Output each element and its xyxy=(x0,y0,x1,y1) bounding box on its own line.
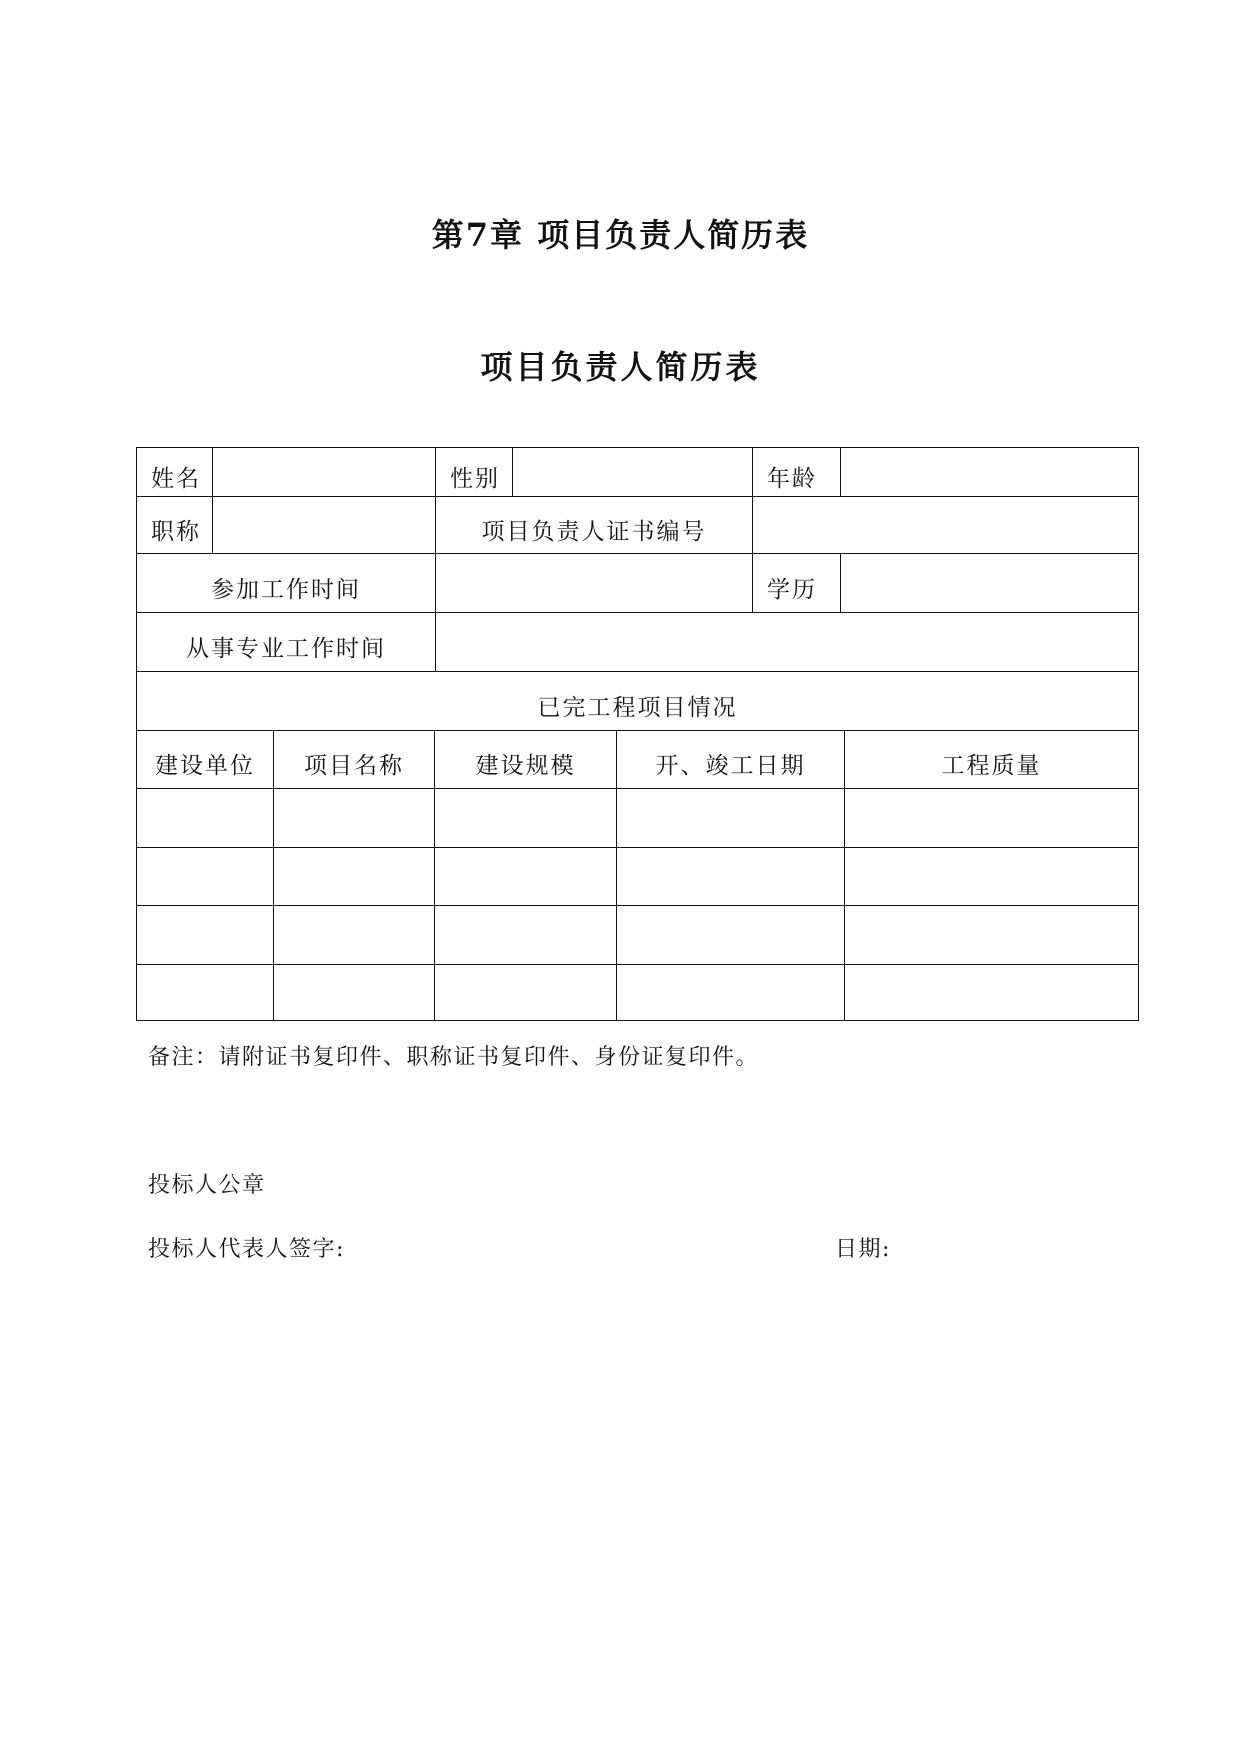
column-header-dates: 开、竣工日期 xyxy=(616,730,845,789)
name-label: 姓名 xyxy=(136,447,213,497)
education-label: 学历 xyxy=(752,553,841,613)
table-cell[interactable] xyxy=(616,847,845,906)
age-field[interactable] xyxy=(840,447,1139,497)
table-cell[interactable] xyxy=(844,847,1139,906)
table-cell[interactable] xyxy=(434,788,617,848)
column-header-quality: 工程质量 xyxy=(844,730,1139,789)
table-cell[interactable] xyxy=(136,847,274,906)
certificate-label: 项目负责人证书编号 xyxy=(435,496,753,554)
title-field[interactable] xyxy=(212,496,436,554)
column-header-builder: 建设单位 xyxy=(136,730,274,789)
name-field[interactable] xyxy=(212,447,436,497)
table-cell[interactable] xyxy=(616,788,845,848)
title-label: 职称 xyxy=(136,496,213,554)
table-cell[interactable] xyxy=(273,905,435,965)
form-title: 项目负责人简历表 xyxy=(480,348,761,386)
table-cell[interactable] xyxy=(434,964,617,1021)
table-cell[interactable] xyxy=(616,964,845,1021)
age-label: 年龄 xyxy=(752,447,841,497)
table-cell[interactable] xyxy=(844,788,1139,848)
resume-table xyxy=(136,447,1139,1021)
certificate-field[interactable] xyxy=(752,496,1139,554)
column-header-scale: 建设规模 xyxy=(434,730,617,789)
completed-projects-heading: 已完工程项目情况 xyxy=(136,671,1139,731)
table-cell[interactable] xyxy=(273,788,435,848)
representative-signature-label: 投标人代表人签字: xyxy=(148,1237,345,1262)
bidder-seal-label: 投标人公章 xyxy=(148,1173,266,1198)
attachment-note: 备注：请附证书复印件、职称证书复印件、身份证复印件。 xyxy=(148,1045,760,1070)
table-cell[interactable] xyxy=(434,847,617,906)
table-cell[interactable] xyxy=(844,905,1139,965)
work-start-label: 参加工作时间 xyxy=(136,553,436,613)
professional-time-label: 从事专业工作时间 xyxy=(136,612,436,672)
gender-field[interactable] xyxy=(512,447,753,497)
table-cell[interactable] xyxy=(273,847,435,906)
chapter-title: 第7章 项目负责人简历表 xyxy=(431,216,810,254)
column-header-project-name: 项目名称 xyxy=(273,730,435,789)
date-label: 日期: xyxy=(835,1237,891,1262)
table-cell[interactable] xyxy=(136,788,274,848)
education-field[interactable] xyxy=(840,553,1139,613)
table-cell[interactable] xyxy=(844,964,1139,1021)
table-cell[interactable] xyxy=(434,905,617,965)
professional-time-field[interactable] xyxy=(435,612,1139,672)
table-cell[interactable] xyxy=(273,964,435,1021)
table-cell[interactable] xyxy=(616,905,845,965)
table-cell[interactable] xyxy=(136,905,274,965)
work-start-field[interactable] xyxy=(435,553,753,613)
table-cell[interactable] xyxy=(136,964,274,1021)
gender-label: 性别 xyxy=(435,447,513,497)
